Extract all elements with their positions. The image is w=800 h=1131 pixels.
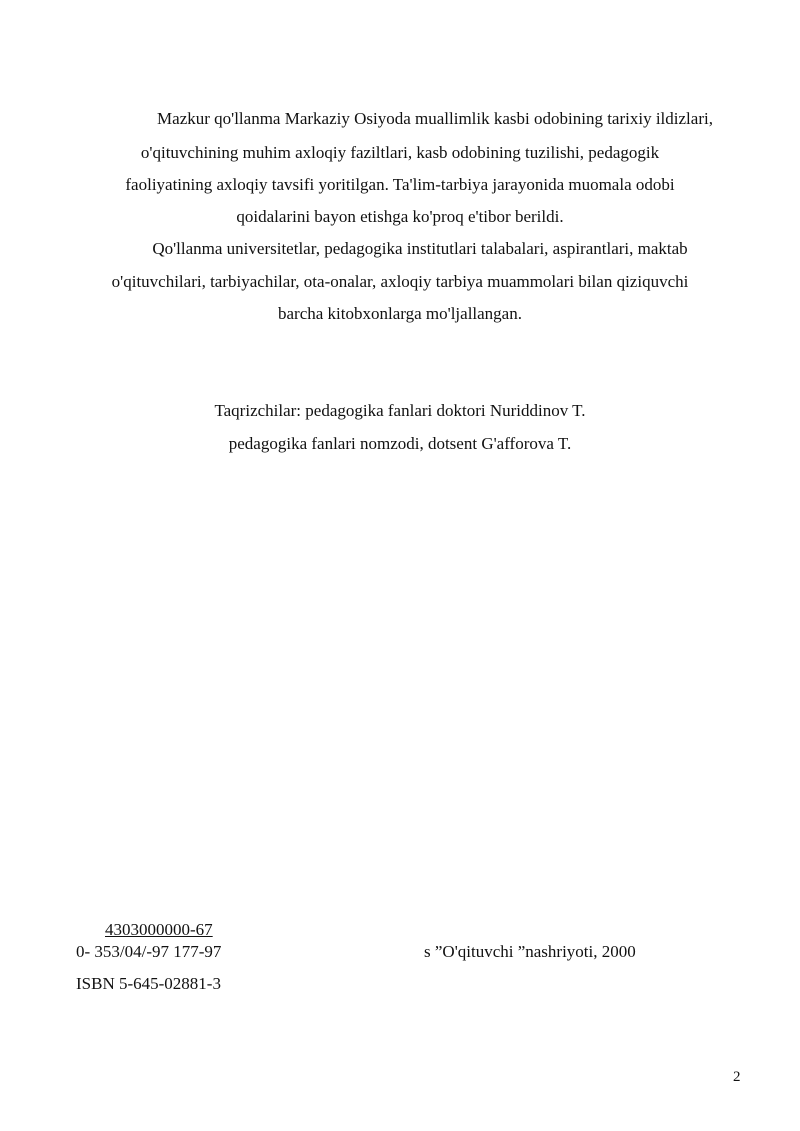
isbn: ISBN 5-645-02881-3 <box>76 974 221 993</box>
annotation-line-1: Mazkur qo'llanma Markaziy Osiyoda muallimlik kasbi odobining tarixiy ildizlari, <box>157 109 713 128</box>
annotation-line-6: o'qituvchilari, tarbiyachilar, ota-onalar, axloqiy tarbiya muammolari bilan qiziquvchi <box>111 272 689 291</box>
annotation-line-5: Qo'llanma universitetlar, pedagogika institutlari talabalari, aspirantlari, maktab <box>152 239 688 258</box>
annotation-line-3: faoliyatining axloqiy tavsifi yoritilgan. Ta'lim-tarbiya jarayonida muomala odobi <box>125 175 675 194</box>
classification-code-top: 4303000000-67 <box>105 920 213 939</box>
reviewers-line-1: Taqrizchilar: pedagogika fanlari doktori Nuriddinov T. <box>214 401 586 420</box>
classification-code-bottom: 0- 353/04/-97 177-97 <box>76 942 222 961</box>
publisher-line: s ”O'qituvchi ”nashriyoti, 2000 <box>424 942 636 961</box>
annotation-line-7: barcha kitobxonlarga mo'ljallangan. <box>278 304 522 323</box>
annotation-line-2: o'qituvchining muhim axloqiy faziltlari, kasb odobining tuzilishi, pedagogik <box>140 143 660 162</box>
reviewers-line-2: pedagogika fanlari nomzodi, dotsent G'afforova T. <box>228 434 572 453</box>
annotation-line-4: qoidalarini bayon etishga ko'proq e'tibor berildi. <box>236 207 564 226</box>
page-number: 2 <box>733 1069 741 1085</box>
